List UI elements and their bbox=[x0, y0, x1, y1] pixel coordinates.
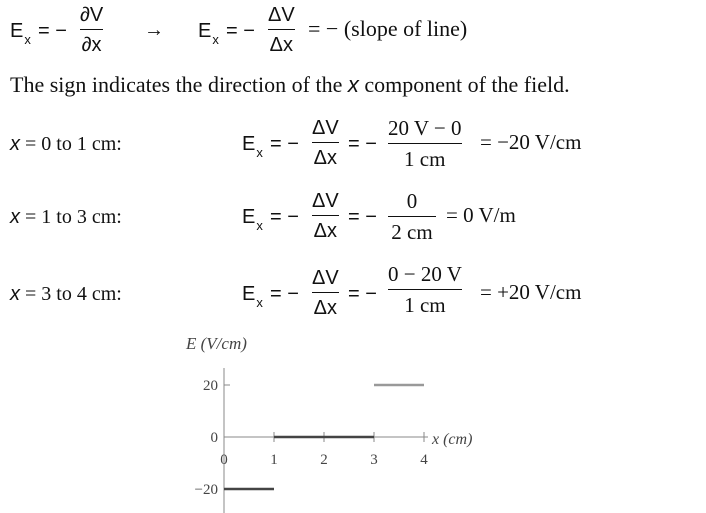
E-symbol: E bbox=[242, 283, 256, 305]
x-var: x bbox=[10, 206, 20, 228]
equals-minus: = − bbox=[348, 283, 377, 305]
equals-minus: = − bbox=[270, 133, 299, 155]
delta-x: Δx bbox=[313, 147, 338, 170]
delta-x: Δx bbox=[313, 220, 338, 243]
value-numerator: 0 bbox=[406, 189, 418, 213]
delta-v: ΔV bbox=[268, 4, 295, 26]
header-arrow: → bbox=[144, 19, 164, 41]
header-E-symbol: E bbox=[10, 20, 24, 42]
equals-minus: = − bbox=[348, 133, 377, 155]
x-tick-label: 2 bbox=[320, 452, 328, 468]
row-result: = −20 V/cm bbox=[480, 130, 582, 154]
sentence-pre: The sign indicates the direction of the bbox=[10, 72, 348, 97]
header-equals-minus-2: = − bbox=[226, 20, 255, 42]
header-E-subscript: x bbox=[24, 32, 31, 47]
y-tick-label: 0 bbox=[210, 430, 218, 446]
header-E2-symbol: E bbox=[198, 20, 212, 42]
sentence-x-var: x bbox=[347, 72, 359, 97]
delta-v: ΔV bbox=[312, 267, 339, 289]
value-numerator: 0 − 20 V bbox=[388, 262, 462, 286]
x-axis-label: x (cm) bbox=[432, 431, 473, 448]
equals-minus: = − bbox=[270, 283, 299, 305]
delta-v: ΔV bbox=[312, 117, 339, 139]
partial-x: ∂x bbox=[81, 34, 102, 57]
header-slope-text: = − (slope of line) bbox=[308, 16, 468, 41]
value-denominator: 2 cm bbox=[391, 220, 433, 245]
value-denominator: 1 cm bbox=[404, 147, 446, 172]
E-symbol: E bbox=[242, 206, 256, 228]
range-text: = 3 to 4 cm: bbox=[20, 283, 122, 305]
E-subscript: x bbox=[256, 218, 263, 233]
y-tick-label: −20 bbox=[194, 482, 218, 498]
row-result: = 0 V/m bbox=[446, 203, 516, 227]
E-symbol: E bbox=[242, 133, 256, 155]
x-tick-label: 4 bbox=[420, 452, 428, 468]
x-var: x bbox=[10, 283, 20, 305]
header-E2-subscript: x bbox=[212, 32, 219, 47]
range-text: = 1 to 3 cm: bbox=[20, 206, 122, 228]
E-subscript: x bbox=[256, 145, 263, 160]
x-var: x bbox=[10, 133, 20, 155]
delta-v: ΔV bbox=[312, 190, 339, 212]
y-axis-label: E (V/cm) bbox=[186, 334, 247, 353]
E-subscript: x bbox=[256, 295, 263, 310]
value-numerator: 20 V − 0 bbox=[388, 116, 462, 140]
equals-minus: = − bbox=[270, 206, 299, 228]
delta-x: Δx bbox=[269, 34, 294, 57]
row-result: = +20 V/cm bbox=[480, 280, 582, 304]
value-denominator: 1 cm bbox=[404, 293, 446, 318]
x-tick-label: 0 bbox=[220, 452, 228, 468]
x-tick-label: 3 bbox=[370, 452, 378, 468]
x-tick-label: 1 bbox=[270, 452, 278, 468]
equals-minus: = − bbox=[348, 206, 377, 228]
y-tick-label: 20 bbox=[203, 378, 218, 394]
header-equals-minus: = − bbox=[38, 20, 67, 42]
partial-v: ∂V bbox=[80, 4, 104, 26]
delta-x: Δx bbox=[313, 297, 338, 320]
range-text: = 0 to 1 cm: bbox=[20, 133, 122, 155]
sentence-post: component of the field. bbox=[358, 72, 570, 97]
